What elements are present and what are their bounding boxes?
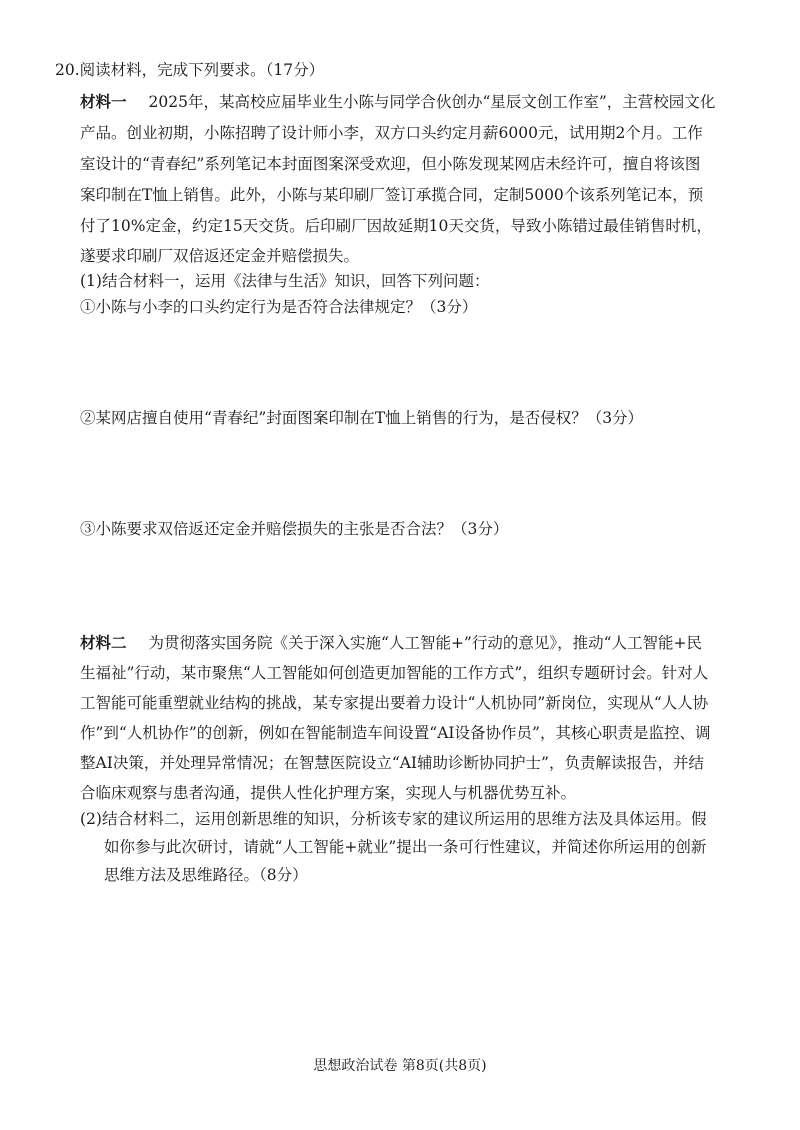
q2-line-2: 如你参与此次研讨，请就“人工智能+就业”提出一条可行性建议，并简述你所运用的创新 [104, 838, 707, 856]
material1-line-4: 案印制在T恤上销售。此外，小陈与某印刷厂签订承揽合同，定制5000个该系列笔记本，预 [80, 186, 704, 204]
material2-line-3: 工智能可能重塑就业结构的挑战，某专家提出要着力设计“人机协同”新岗位，实现从“人人协 [80, 694, 709, 712]
question-title: 20.阅读材料，完成下列要求。（17分） [55, 61, 325, 79]
material1-label: 材料一 [80, 92, 127, 111]
material1-line-1 [80, 91, 715, 113]
q1-part-c: ③小陈要求双倍返还定金并赔偿损失的主张是否合法？（3分） [80, 520, 509, 538]
q2-line-3: 思维方法及思维路径。（8分） [104, 866, 308, 884]
material1-line-5: 付了10%定金，约定15天交货。后印刷厂因故延期10天交货，导致小陈错过最佳销售时机， [80, 217, 712, 235]
q1-intro: (1)结合材料一，运用《法律与生活》知识，回答下列问题： [80, 272, 490, 290]
material2-line-2: 生福祉”行动，某市聚焦“人工智能如何创造更加智能的工作方式”，组织专题研讨会。针对人 [80, 664, 709, 682]
page-footer: 思想政治试卷 第8页(共8页) [313, 1058, 487, 1074]
material2-line-1 [80, 632, 702, 654]
material2-line-6: 合临床观察与患者沟通，提供人性化护理方案，实现人与机器优势互补。 [80, 784, 577, 802]
q2-line-1: (2)结合材料二，运用创新思维的知识，分析该专家的建议所运用的思维方法及具体运用。假 [80, 810, 707, 828]
material2-text-1: 为贯彻落实国务院《关于深入实施“人工智能+”行动的意见》，推动“人工智能+民 [148, 634, 703, 652]
material2-line-5: 整AI决策，并处理异常情况；在智慧医院设立“AI辅助诊断协同护士”，负责解读报告，并结 [80, 754, 704, 772]
material2-label: 材料二 [80, 633, 127, 652]
q1-part-b: ②某网店擅自使用“青春纪”封面图案印制在T恤上销售的行为，是否侵权？（3分） [80, 409, 644, 427]
material1-line-2: 产品。创业初期，小陈招聘了设计师小李，双方口头约定月薪6000元，试用期2个月。工作 [80, 124, 703, 142]
material1-line-3: 室设计的“青春纪”系列笔记本封面图案深受欢迎，但小陈发现某网店未经许可，擅自将该图 [80, 155, 701, 173]
material2-line-4: 作”到“人机协作”的创新，例如在智能制造车间设置“AI设备协作员”，其核心职责是监控、调 [80, 724, 711, 742]
material1-text-1: 2025年，某高校应届毕业生小陈与同学合伙创办“星辰文创工作室”，主营校园文化 [148, 93, 716, 111]
q1-part-a: ①小陈与小李的口头约定行为是否符合法律规定？（3分） [80, 298, 478, 316]
material1-line-6: 遂要求印刷厂双倍返还定金并赔偿损失。 [80, 247, 360, 265]
